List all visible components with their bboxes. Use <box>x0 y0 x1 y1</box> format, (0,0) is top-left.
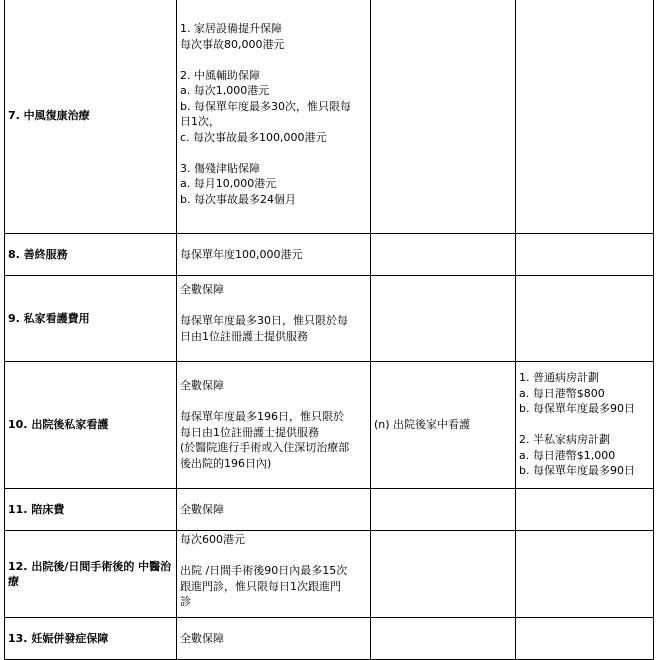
comparison-detail <box>516 618 654 660</box>
comparison-detail <box>516 234 654 276</box>
comparison-cell <box>371 276 516 362</box>
benefits-table <box>4 0 654 660</box>
benefit-name: 13. 妊娠併發症保障 <box>5 618 177 660</box>
comparison-benefit-name: (n) 出院後家中看護 <box>371 362 516 489</box>
comparison-cell <box>371 234 516 276</box>
benefit-name: 7. 中風復康治療 <box>5 0 177 234</box>
comparison-cell <box>371 0 516 234</box>
benefit-name: 11. 陪床費 <box>5 489 177 531</box>
table-row <box>5 362 654 489</box>
benefit-detail: 全數保障 每保單年度最多30日，惟只限於每 日由1位註冊護士提供服務 <box>177 276 371 362</box>
table-row <box>5 234 654 276</box>
comparison-detail <box>516 276 654 362</box>
benefit-name: 9. 私家看護費用 <box>5 276 177 362</box>
table-row <box>5 531 654 618</box>
comparison-detail: 1. 普通病房計劃 a. 每日港幣$800 b. 每保單年度最多90日 2. 半私家病房計劃 a. 每日港幣$1,000 b. 每保單年度最多90日 <box>516 362 654 489</box>
table-row <box>5 276 654 362</box>
comparison-cell <box>371 489 516 531</box>
comparison-cell <box>371 618 516 660</box>
comparison-cell <box>371 531 516 618</box>
benefit-name: 12. 出院後/日間手術後的 中醫治療 <box>5 531 177 618</box>
benefit-detail: 全數保障 <box>177 618 371 660</box>
benefit-detail: 每保單年度100,000港元 <box>177 234 371 276</box>
benefit-detail: 全數保障 每保單年度最多196日，惟只限於 每日由1位註冊護士提供服務 (於醫院進行手術或入住深切治療部 後出院的196日內) <box>177 362 371 489</box>
comparison-detail <box>516 489 654 531</box>
table-row <box>5 489 654 531</box>
comparison-detail <box>516 0 654 234</box>
table-row <box>5 618 654 660</box>
comparison-detail <box>516 531 654 618</box>
table-row <box>5 0 654 234</box>
benefit-detail: 全數保障 <box>177 489 371 531</box>
benefit-detail: 1. 家居設備提升保障 每次事故80,000港元 2. 中風輔助保障 a. 每次1,000港元 b. 每保單年度最多30次，惟只限每 日1次， c. 每次事故最多100,000港元 3. 傷殘津貼保障 a. 每月10,000港元 b. 每次事故最多24個月 <box>177 0 371 234</box>
benefit-name: 10. 出院後私家看護 <box>5 362 177 489</box>
benefit-detail: 每次600港元 出院 /日間手術後90日內最多15次 跟進門診，惟只限每日1次跟進門 診 <box>177 531 371 618</box>
benefit-name: 8. 善終服務 <box>5 234 177 276</box>
